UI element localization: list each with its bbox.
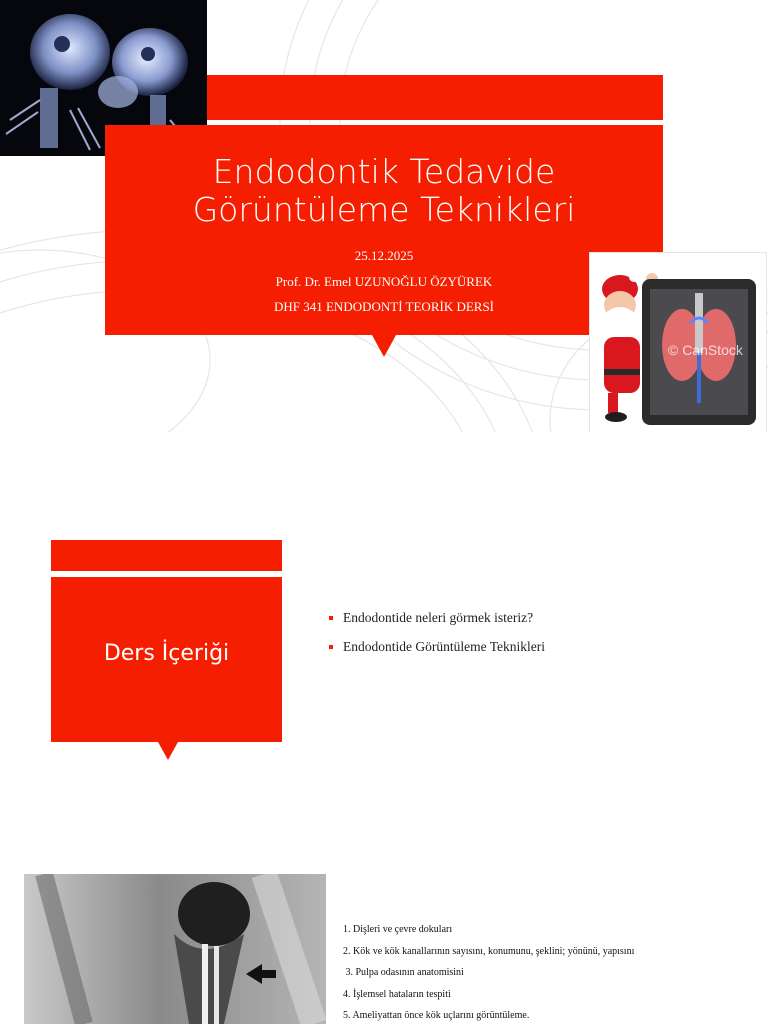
- list-item: 1. Dişleri ve çevre dokuları: [343, 924, 453, 935]
- presenter-name: Prof. Dr. Emel UZUNOĞLU ÖZYÜREK: [275, 274, 493, 289]
- presentation-date: 25.12.2025: [354, 248, 414, 263]
- slide-title: [105, 153, 663, 229]
- dental-radiograph-image: [24, 874, 326, 1024]
- contents-slide: [0, 432, 768, 864]
- panel-pointer: [158, 742, 178, 760]
- panel-pointer: [372, 335, 396, 357]
- objectives-list: [343, 924, 634, 1024]
- contents-title-panel: [51, 577, 282, 742]
- title-slide: [0, 0, 768, 432]
- bullet-item: Endodontide neleri görmek isteriz?: [328, 610, 545, 639]
- list-item: 5. Ameliyattan önce kök uçlarını görüntüleme.: [343, 1010, 530, 1021]
- list-item: 2. Kök ve kök kanallarının sayısını, konumunu, şeklini; yönünü, yapısını: [343, 945, 635, 957]
- title-line-2: Görüntüleme Teknikleri: [192, 190, 576, 229]
- santa-tablet-image: [589, 252, 767, 432]
- objectives-slide: [0, 864, 768, 1024]
- list-item: 3. Pulpa odasının anatomisini: [343, 967, 464, 978]
- title-panel: [105, 125, 663, 335]
- contents-bullet-list: [328, 610, 545, 668]
- bullet-item: Endodontide Görüntüleme Teknikleri: [328, 639, 545, 668]
- watermark-text: © CanStock: [668, 342, 743, 358]
- red-header-strip: [207, 75, 663, 120]
- title-line-1: Endodontik Tedavide: [212, 152, 556, 191]
- contents-title: Ders İçeriği: [103, 641, 230, 666]
- list-item: 4. İşlemsel hataların tespiti: [343, 988, 451, 1000]
- course-code: DHF 341 ENDODONTİ TEORİK DERSİ: [273, 299, 495, 314]
- red-header-strip: [51, 540, 282, 571]
